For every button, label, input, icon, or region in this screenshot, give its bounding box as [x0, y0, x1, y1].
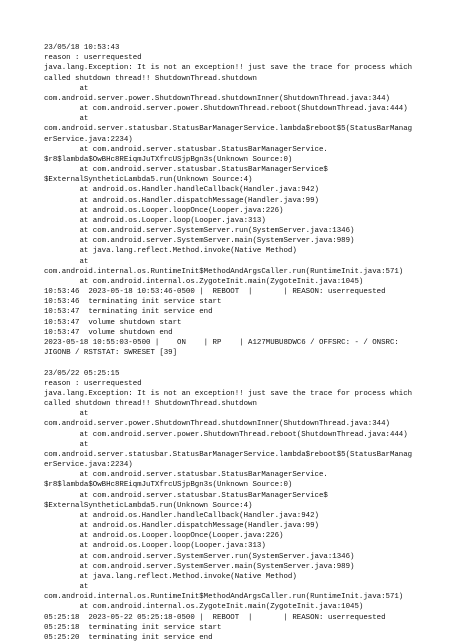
log-line: $ExternalSyntheticLambda5.run(Unknown Source:4) — [44, 501, 253, 510]
log-line: 2023-05-18 10:55:03-0500 | ON | RP | A127MUBU8DWC6 / OFFSRC: - / ONSRC: — [44, 338, 399, 347]
log-line: 10:53:47 volume shutdown end — [44, 328, 173, 337]
log-line: at com.android.server.power.ShutdownThread.reboot(ShutdownThread.java:444) — [44, 105, 408, 114]
log-line: at — [44, 440, 89, 449]
log-line: at — [44, 84, 89, 93]
log-line: at android.os.Handler.dispatchMessage(Handler.java:99) — [44, 196, 319, 205]
log-line: com.android.server.power.ShutdownThread.shutdownInner(ShutdownThread.java:344) — [44, 94, 390, 103]
log-line: at java.lang.reflect.Method.invoke(Native Method) — [44, 247, 297, 256]
log-line: at com.android.server.SystemServer.run(SystemServer.java:1346) — [44, 227, 355, 236]
log-line: at com.android.server.SystemServer.main(SystemServer.java:989) — [44, 237, 355, 246]
log-line: 10:53:47 terminating init service end — [44, 308, 213, 317]
log-line: at com.android.internal.os.ZygoteInit.main(ZygoteInit.java:1045) — [44, 277, 364, 286]
log-line: called shutdown thread!! ShutdownThread.shutdown — [44, 74, 257, 83]
log-line: called shutdown thread!! ShutdownThread.shutdown — [44, 400, 257, 409]
log-line: erService.java:2234) — [44, 461, 133, 470]
log-line: at android.os.Handler.handleCallback(Handler.java:942) — [44, 511, 319, 520]
log-line: 10:53:47 volume shutdown start — [44, 318, 182, 327]
log-line: at — [44, 583, 89, 592]
log-line: at — [44, 257, 89, 266]
log-line: JIGONB / RSTSTAT: SWRESET [39] — [44, 349, 178, 358]
log-line: com.android.server.power.ShutdownThread.shutdownInner(ShutdownThread.java:344) — [44, 420, 390, 429]
log-line: 05:25:20 terminating init service end — [44, 633, 213, 642]
log-line: at com.android.server.statusbar.StatusBarManagerService. — [44, 471, 328, 480]
log-line: at com.android.server.statusbar.StatusBarManagerService$ — [44, 491, 328, 500]
log-line: at com.android.server.statusbar.StatusBarManagerService. — [44, 145, 328, 154]
log-line: at com.android.server.power.ShutdownThread.reboot(ShutdownThread.java:444) — [44, 430, 408, 439]
log-line: at com.android.internal.os.ZygoteInit.main(ZygoteInit.java:1045) — [44, 603, 364, 612]
log-line: com.android.server.statusbar.StatusBarManagerService.lambda$reboot$5(StatusBarManag — [44, 125, 413, 134]
log-line: com.android.server.statusbar.StatusBarManagerService.lambda$reboot$5(StatusBarManag — [44, 450, 413, 459]
log-line — [44, 358, 440, 368]
log-line: reason : userrequested — [44, 54, 142, 63]
log-line: at android.os.Looper.loop(Looper.java:313) — [44, 216, 266, 225]
log-line: at — [44, 410, 89, 419]
log-line: $r8$lambda$OwBHc8REiqmJuTXfrcUSjpBgn3s(Unknown Source:0) — [44, 155, 293, 164]
log-line: reason : userrequested — [44, 379, 142, 388]
log-line: at android.os.Handler.handleCallback(Handler.java:942) — [44, 186, 319, 195]
log-line: java.lang.Exception: It is not an exception!! just save the trace for process which — [44, 389, 413, 398]
log-line: 05:25:18 2023-05-22 05:25:18-0500 | REBOOT | | REASON: userrequested — [44, 613, 386, 622]
log-line: at java.lang.reflect.Method.invoke(Native Method) — [44, 572, 297, 581]
log-line: 10:53:46 2023-05-18 10:53:46-0500 | REBOOT | | REASON: userrequested — [44, 288, 386, 297]
log-line: at android.os.Looper.loopOnce(Looper.java:226) — [44, 206, 284, 215]
log-text-block — [44, 43, 440, 643]
log-line: 23/05/22 05:25:15 — [44, 369, 120, 378]
log-line: at — [44, 115, 89, 124]
log-line: java.lang.Exception: It is not an exception!! just save the trace for process which — [44, 64, 413, 73]
log-line: at android.os.Looper.loop(Looper.java:313) — [44, 542, 266, 551]
log-line: $r8$lambda$OwBHc8REiqmJuTXfrcUSjpBgn3s(Unknown Source:0) — [44, 481, 293, 490]
log-line: 05:25:18 terminating init service start — [44, 623, 222, 632]
log-line: at com.android.server.statusbar.StatusBarManagerService$ — [44, 166, 328, 175]
log-line: com.android.internal.os.RuntimeInit$MethodAndArgsCaller.run(RuntimeInit.java:571) — [44, 593, 404, 602]
log-line: at android.os.Looper.loopOnce(Looper.java:226) — [44, 532, 284, 541]
log-line: at com.android.server.SystemServer.run(SystemServer.java:1346) — [44, 552, 355, 561]
log-line: at android.os.Handler.dispatchMessage(Handler.java:99) — [44, 522, 319, 531]
log-line: $ExternalSyntheticLambda5.run(Unknown Source:4) — [44, 176, 253, 185]
log-line: 10:53:46 terminating init service start — [44, 298, 222, 307]
log-line: com.android.internal.os.RuntimeInit$MethodAndArgsCaller.run(RuntimeInit.java:571) — [44, 267, 404, 276]
log-line: 23/05/18 10:53:43 — [44, 44, 120, 52]
log-line: at com.android.server.SystemServer.main(SystemServer.java:989) — [44, 562, 355, 571]
log-line: erService.java:2234) — [44, 135, 133, 144]
